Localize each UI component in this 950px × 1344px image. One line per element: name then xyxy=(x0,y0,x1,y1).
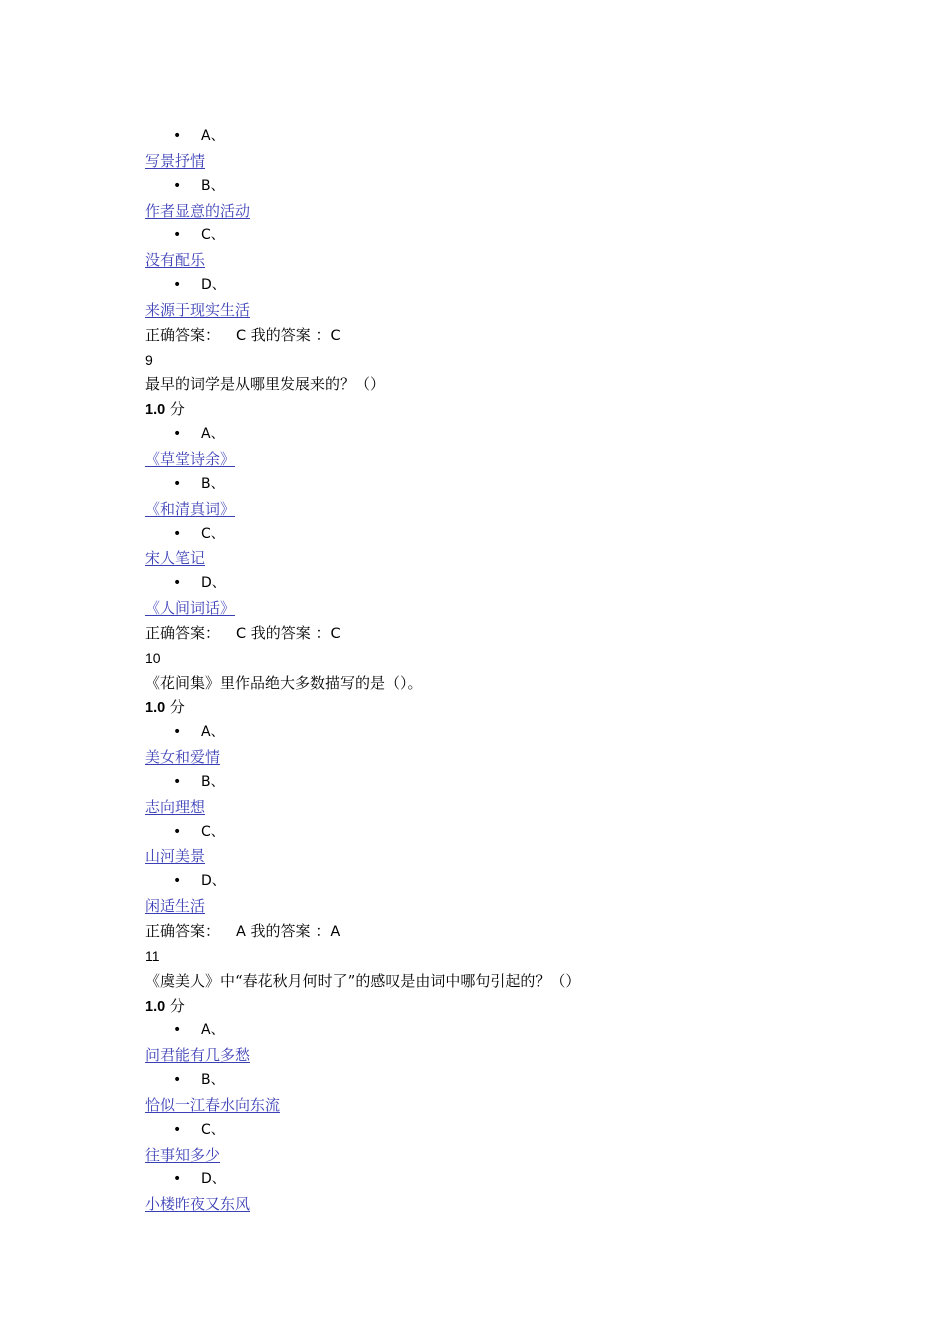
bullet-icon: • xyxy=(173,1072,182,1089)
bullet-icon: • xyxy=(173,277,182,294)
question-text: 《虞美人》中“春花秋月何时了”的感叹是由词中哪句引起的？（） xyxy=(145,971,581,990)
option-link[interactable]: 《草堂诗余》 xyxy=(145,449,236,468)
option-letter: C、 xyxy=(201,1121,225,1138)
question-text: 最早的词学是从哪里发展来的？（） xyxy=(145,375,386,394)
bullet-icon: • xyxy=(173,873,182,890)
option-a xyxy=(145,720,905,745)
my-answer-value: A xyxy=(330,924,341,940)
bullet-icon: • xyxy=(173,227,182,244)
correct-value: A xyxy=(236,924,246,940)
option-letter: D、 xyxy=(201,575,226,592)
question-score xyxy=(145,397,905,422)
option-letter: D、 xyxy=(201,277,226,294)
bullet-icon: • xyxy=(173,525,182,542)
option-b xyxy=(145,1068,905,1093)
option-b xyxy=(145,472,905,497)
option-letter: C、 xyxy=(201,823,225,840)
option-c xyxy=(145,522,905,547)
question-text: 《花间集》里作品绝大多数描写的是（）。 xyxy=(145,673,423,692)
option-c xyxy=(145,223,905,248)
option-d xyxy=(145,273,905,298)
question-number: 9 xyxy=(145,351,153,368)
bullet-icon: • xyxy=(173,724,182,741)
bullet-icon: • xyxy=(173,1171,182,1188)
option-d xyxy=(145,571,905,596)
score-unit: 分 xyxy=(169,698,185,717)
option-link[interactable]: 美女和爱情 xyxy=(145,748,221,767)
answer-line xyxy=(145,919,905,944)
score-value: 1.0 xyxy=(145,402,166,419)
option-a xyxy=(145,422,905,447)
score-unit: 分 xyxy=(169,400,185,419)
option-link[interactable]: 志向理想 xyxy=(145,797,206,816)
option-d xyxy=(145,869,905,894)
option-letter: D、 xyxy=(201,873,226,890)
bullet-icon: • xyxy=(173,823,182,840)
option-b xyxy=(145,174,905,199)
bullet-icon: • xyxy=(173,128,182,144)
bullet-icon: • xyxy=(173,575,182,592)
correct-value: C xyxy=(236,625,247,642)
option-link[interactable]: 来源于现实生活 xyxy=(145,300,251,319)
option-b xyxy=(145,770,905,795)
option-letter: B、 xyxy=(201,475,225,492)
correct-label: 正确答案： xyxy=(145,922,221,940)
option-link[interactable]: 宋人笔记 xyxy=(145,549,206,568)
score-value: 1.0 xyxy=(145,700,166,717)
option-link[interactable]: 山河美景 xyxy=(145,847,206,866)
option-c xyxy=(145,820,905,845)
answer-line xyxy=(145,621,905,646)
bullet-icon: • xyxy=(173,426,182,443)
option-c xyxy=(145,1118,905,1143)
option-link[interactable]: 作者显意的活动 xyxy=(145,201,251,220)
option-link[interactable]: 小楼昨夜又东风 xyxy=(145,1195,251,1214)
score-value: 1.0 xyxy=(145,998,166,1015)
option-link[interactable]: 《人间词话》 xyxy=(145,599,236,618)
option-a xyxy=(145,124,905,149)
my-answer-value: C xyxy=(330,327,341,344)
my-answer-label: 我的答案 ： xyxy=(250,325,331,344)
option-d xyxy=(145,1167,905,1192)
correct-label: 正确答案： xyxy=(145,623,221,642)
option-letter: C、 xyxy=(201,525,225,542)
quiz-document xyxy=(145,124,905,1217)
correct-value: C xyxy=(236,327,247,344)
option-letter: A、 xyxy=(201,128,225,144)
option-link[interactable]: 往事知多少 xyxy=(145,1145,221,1164)
score-unit: 分 xyxy=(169,996,185,1015)
option-link[interactable]: 闲适生活 xyxy=(145,897,206,916)
question-score xyxy=(145,994,905,1019)
option-letter: A、 xyxy=(201,724,225,741)
option-a xyxy=(145,1018,905,1043)
option-link[interactable]: 恰似一江春水向东流 xyxy=(145,1095,281,1114)
option-link[interactable]: 写景抒情 xyxy=(145,151,206,170)
option-letter: B、 xyxy=(201,773,225,790)
my-answer-label: 我的答案 ： xyxy=(250,623,331,642)
option-letter: B、 xyxy=(201,177,225,194)
my-answer-label: 我的答案 ： xyxy=(250,922,331,940)
bullet-icon: • xyxy=(173,177,182,194)
option-letter: D、 xyxy=(201,1171,226,1188)
option-letter: A、 xyxy=(201,426,225,443)
bullet-icon: • xyxy=(173,773,182,790)
question-number: 11 xyxy=(145,947,160,964)
option-letter: B、 xyxy=(201,1072,225,1089)
correct-label: 正确答案： xyxy=(145,325,221,344)
option-link[interactable]: 《和清真词》 xyxy=(145,499,236,518)
answer-line xyxy=(145,323,905,348)
bullet-icon: • xyxy=(173,1022,182,1039)
bullet-icon: • xyxy=(173,475,182,492)
question-score xyxy=(145,695,905,720)
my-answer-value: C xyxy=(330,625,341,642)
question-number: 10 xyxy=(145,649,161,666)
option-link[interactable]: 问君能有几多愁 xyxy=(145,1046,251,1065)
option-letter: A、 xyxy=(201,1022,225,1039)
bullet-icon: • xyxy=(173,1121,182,1138)
option-link[interactable]: 没有配乐 xyxy=(145,251,206,270)
option-letter: C、 xyxy=(201,227,225,244)
